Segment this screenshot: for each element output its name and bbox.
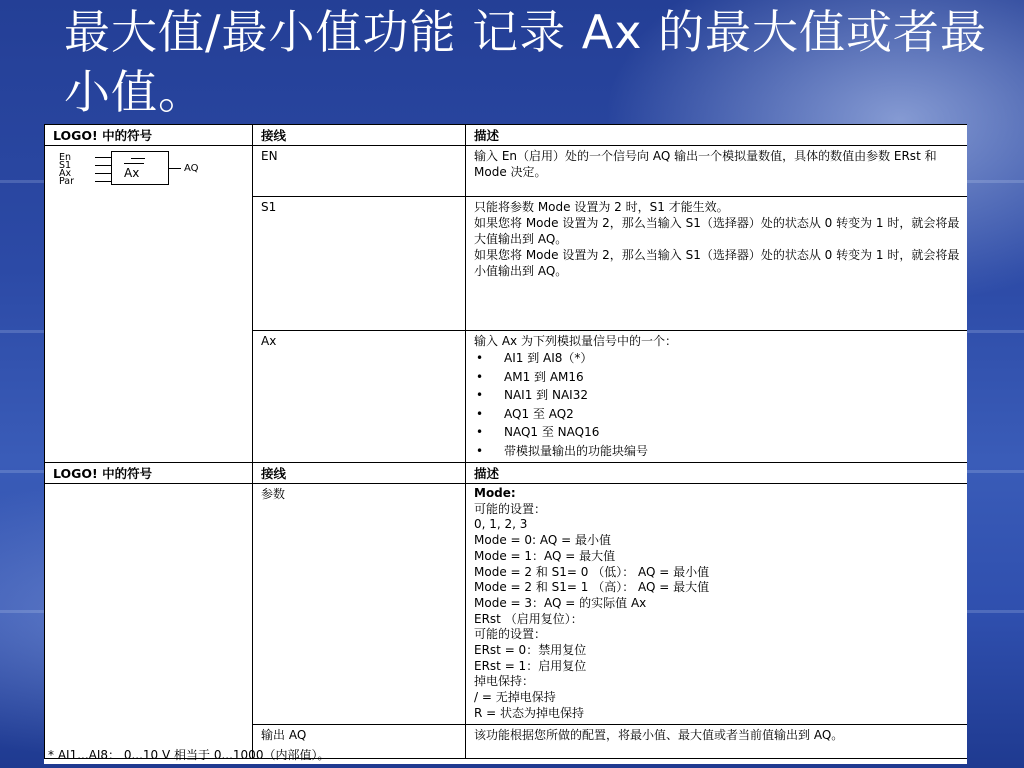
list-item: • 带模拟量输出的功能块编号 — [474, 442, 964, 461]
header-connection: 接线 — [253, 125, 466, 146]
list-item: • NAQ1 至 NAQ16 — [474, 423, 964, 442]
analog-signal-list — [474, 349, 964, 460]
list-item: • NAI1 到 NAI32 — [474, 386, 964, 405]
connection-parameter: 参数 — [253, 484, 466, 725]
output-label-aq: AQ — [184, 163, 199, 174]
document-sheet — [44, 124, 967, 764]
list-item: • AQ1 至 AQ2 — [474, 405, 964, 424]
pin-label-s1: S1 — [59, 160, 72, 171]
list-item: • AI1 到 AI8（*） — [474, 349, 964, 368]
description-s1: 只能将参数 Mode 设置为 2 时，S1 才能生效。 如果您将 Mode 设置为 2，那么当输入 S1（选择器）处的状态从 0 转变为 1 时，就会将最大值输出到 AQ。 如果您将 Mode 设置为 2，那么当输入 S1（选择器）处的状态从 0 转变为 1 时，就会将最小值输出到 AQ。 — [466, 197, 968, 331]
function-table-part1 — [44, 124, 967, 463]
connection-s1: S1 — [253, 197, 466, 331]
description-parameter: Mode: 可能的设置： 0, 1, 2, 3 Mode = 0: AQ = 最小值 Mode = 1：AQ = 最大值 Mode = 2 和 S1= 0 （低）： AQ = 最小值 Mode = 2 和 S1= 1 （高）： AQ = 最大值 Mode = 3：AQ = 的实际值 Ax ERst （启用复位）： 可能的设置： ERst = 0：禁用复位 ERst = 1：启用复位 掉电保持： / = 无掉电保持 R = 状态为掉电保持 — [466, 484, 968, 725]
connection-en: EN — [253, 146, 466, 197]
header-description-repeat: 描述 — [466, 463, 968, 484]
header-symbol-repeat: LOGO! 中的符号 — [45, 463, 253, 484]
pin-label-par: Par — [59, 176, 75, 187]
header-symbol: LOGO! 中的符号 — [45, 125, 253, 146]
description-en: 输入 En（启用）处的一个信号向 AQ 输出一个模拟量数值，具体的数值由参数 ERst 和 Mode 决定。 — [466, 146, 968, 197]
pin-label-en: En — [59, 152, 72, 163]
description-ax: 输入 Ax 为下列模拟量信号中的一个： • AI1 到 AI8（*） • AM1 到 AM16 • NAI1 到 NAI32 • AQ1 至 AQ2 • NAQ1 至 NAQ16 • 带模拟量输出的功能块编号 — [466, 331, 968, 463]
list-item: • AM1 到 AM16 — [474, 368, 964, 387]
header-connection-repeat: 接线 — [253, 463, 466, 484]
symbol-cell — [45, 146, 253, 463]
block-label: Ax — [124, 166, 140, 180]
connection-output-aq: 输出 AQ — [253, 724, 466, 758]
connection-ax: Ax — [253, 331, 466, 463]
pin-label-ax: Ax — [59, 168, 72, 179]
slide-title: 最大值/最小值功能 记录 Ax 的最大值或者最小值。 — [64, 5, 988, 119]
function-table-part2 — [44, 462, 967, 759]
symbol-cell-empty — [45, 484, 253, 759]
function-block — [111, 151, 169, 185]
description-output-aq: 该功能根据您所做的配置，将最小值、最大值或者当前值输出到 AQ。 — [466, 724, 968, 758]
logo-block-symbol — [53, 150, 233, 194]
header-description: 描述 — [466, 125, 968, 146]
footnote: * AI1...AI8： 0...10 V 相当于 0...1000（内部值）。 — [48, 748, 330, 762]
